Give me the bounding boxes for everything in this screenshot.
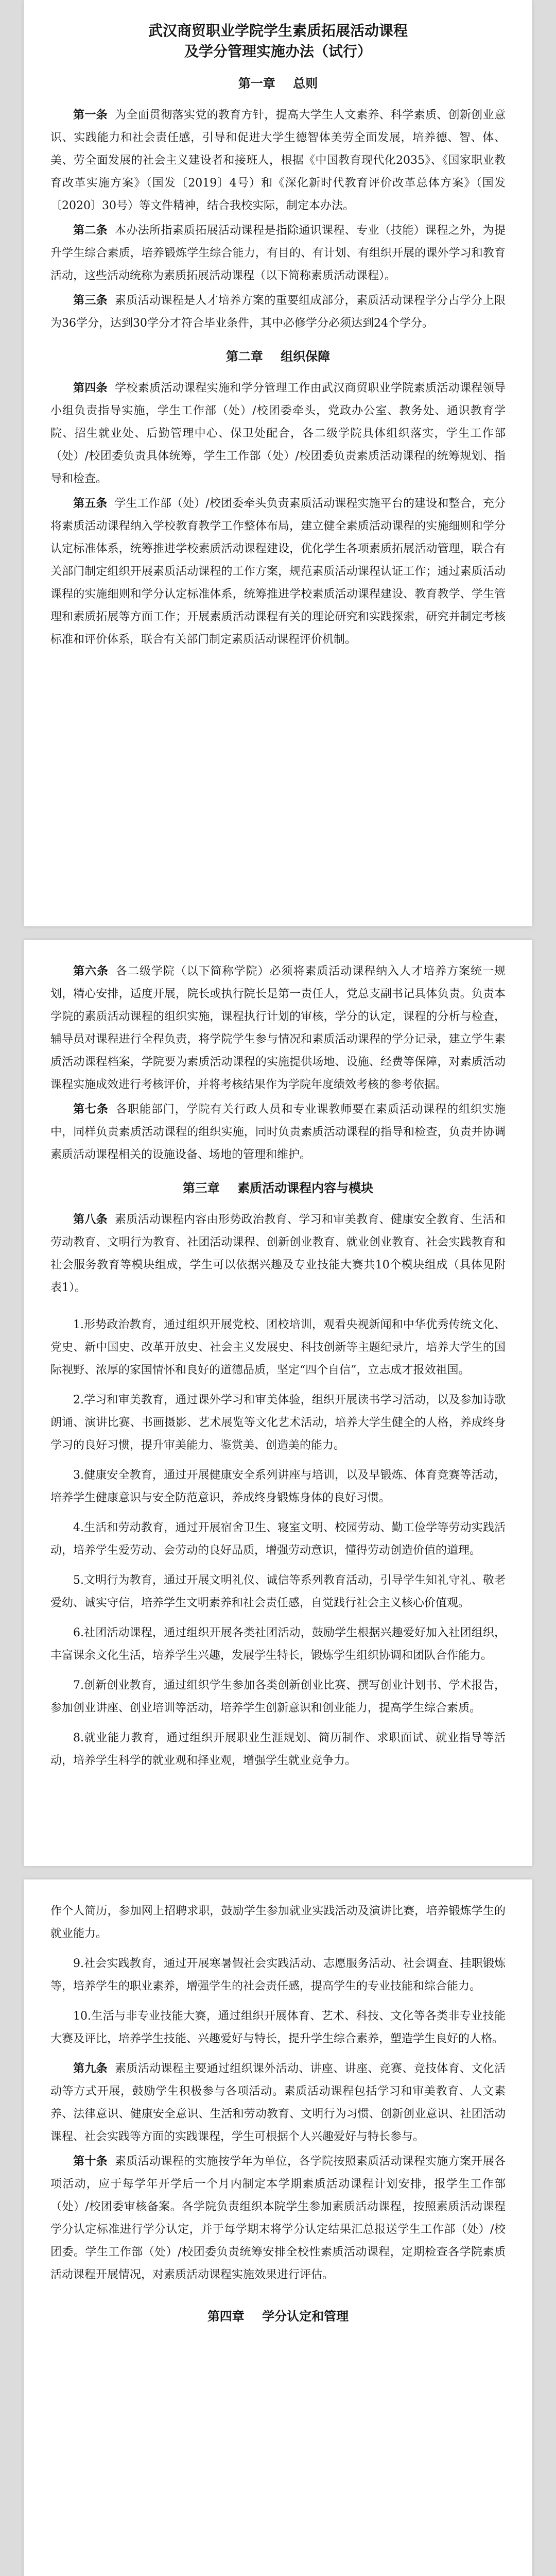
article-1-text: 为全面贯彻落实党的教育方针，提高大学生人文素养、科学素质、创新创业意识、实践能力和社会责任感，引导和促进大学生德智体美劳全面发展，培养德、智、体、美、劳全面发展的社会主义建设者和接班人，根据《中国教育现代化2035》、《国家职业教育改革实施方案》（国发〔2019〕4号）和《深化新时代教育评价改革总体方案》（国发〔2020〕30号）等文件精神，结合我校实际，制定本办法。 bbox=[50, 109, 506, 212]
module-item-7: 7.创新创业教育，通过组织学生参加各类创新创业比赛、撰写创业计划书、学术报告，参加创业讲座、创业培训等活动，培养学生创新意识和创业能力，提高学生综合素质。 bbox=[50, 1679, 506, 1715]
module-item-9: 9.社会实践教育，通过开展寒暑假社会实践活动、志愿服务活动、社会调查、挂职锻炼等，培养学生的职业素养，增强学生的社会责任感，提高学生的专业技能和综合能力。 bbox=[50, 1957, 506, 1993]
article-5-text: 学生工作部（处）/校团委牵头负责素质活动课程实施平台的建设和整合，充分将素质活动课程纳入学校教育教学工作整体布局，建立健全素质活动课程的实施细则和学分认定标准体系，统筹推进学校素质活动课程建设，优化学生各项素质拓展活动管理，联合有关部门制定组织开展素质活动课程的工作方案，规范素质活动课程认证工作；通过素质活动课程的实施细则和学分认定标准体系，统筹推进学校素质活动课程建设、教育教学、学生管理和素质拓展等方面工作；开展素质活动课程有关的理论研究和实践探索，研究并制定考核标准和评价体系，联合有关部门制定素质活动课程评价机制。 bbox=[50, 497, 506, 646]
article-6-lead: 第六条 bbox=[73, 965, 109, 978]
article-8 bbox=[50, 1209, 506, 1299]
article-2 bbox=[50, 219, 506, 287]
module-item-8: 8.就业能力教育，通过组织开展职业生涯规划、简历制作、求职面试、就业指导等活动，培养学生科学的就业观和择业观，增强学生就业竞争力。 bbox=[50, 1732, 506, 1767]
article-7 bbox=[50, 1098, 506, 1166]
module-item-6: 6.社团活动课程，通过组织开展各类社团活动，鼓励学生根据兴趣爱好加入社团组织，丰富课余文化生活，培养学生兴趣，发展学生特长，锻炼学生组织协调和团队合作能力。 bbox=[50, 1626, 506, 1662]
article-9-text: 素质活动课程主要通过组织课外活动、讲座、讲座、竞赛、竞技体育、文化活动等方式开展，鼓励学生积极参与各项活动。素质活动课程包括学习和审美教育、人文素养、法律意识、健康安全意识、生活和劳动教育、文明行为习惯、创新创业意识、社团活动课程、社会实践等方面的实践课程，学生可根据个人兴趣爱好与特长参与。 bbox=[50, 2062, 506, 2143]
module-item-1: 1.形势政治教育，通过组织开展党校、团校培训，观看央视新闻和中华优秀传统文化、党史、新中国史、改革开放史、社会主义发展史、科技创新等主题纪录片，培养大学生的国际视野、浓厚的家国情怀和良好的道德品质，坚定“四个自信”，立志成才报效祖国。 bbox=[50, 1318, 506, 1377]
article-7-lead: 第七条 bbox=[73, 1103, 109, 1116]
article-2-text: 本办法所指素质拓展活动课程是指除通识课程、专业（技能）课程之外，为提升学生综合素质，培养锻炼学生综合能力，有目的、有计划、有组织开展的课外学习和教育活动，这些活动统称为素质拓展活动课程（以下简称素质活动课程）。 bbox=[50, 224, 506, 282]
module-item-3: 3.健康安全教育，通过开展健康安全系列讲座与培训，以及早锻炼、体育竞赛等活动，培养学生健康意识与安全防范意识，养成终身锻炼身体的良好习惯。 bbox=[50, 1469, 506, 1504]
article-8-text: 素质活动课程内容由形势政治教育、学习和审美教育、健康安全教育、生活和劳动教育、文明行为教育、社团活动课程、创新创业教育、就业创业教育、社会实践教育和社会服务教育等模块组成，学生可以依据兴趣及专业技能大赛共10个模块组成（具体见附表1）。 bbox=[50, 1213, 506, 1294]
article-10-lead: 第十条 bbox=[73, 2155, 108, 2168]
article-4 bbox=[50, 377, 506, 490]
chapter-2-heading: 第二章 组织保障 bbox=[225, 349, 331, 364]
document-page-3 bbox=[24, 1879, 532, 2576]
document-page-1 bbox=[24, 0, 532, 926]
module-item-2: 2.学习和审美教育，通过课外学习和审美体验，组织开展读书学习活动，以及参加诗歌朗诵、演讲比赛、书画摄影、艺术展览等文化艺术活动，培养大学生健全的人格，养成终身学习的良好习惯，提升审美能力、鉴赏美、创造美的能力。 bbox=[50, 1394, 506, 1452]
chapter-1-heading: 第一章 总则 bbox=[238, 76, 318, 91]
article-10-text: 素质活动课程的实施按学年为单位，各学院按照素质活动课程实施方案开展各项活动，应于每学年开学后一个月内制定本学期素质活动课程计划安排，报学生工作部（处）/校团委审核备案。各学院负责组织本院学生参加素质活动课程，按照素质活动课程学分认定标准进行学分认定，并于每学期末将学分认定结果汇总报送学生工作部（处）/校团委。学生工作部（处）/校团委负责统筹安排全校性素质活动课程，定期检查各学院素质活动课程开展情况，对素质活动课程实施效果进行评估。 bbox=[50, 2155, 506, 2281]
article-8-lead: 第八条 bbox=[73, 1213, 108, 1226]
article-6-text: 各二级学院（以下简称学院）必须将素质活动课程纳入人才培养方案统一规划，精心安排，适度开展，院长或执行院长是第一责任人，党总支副书记具体负责。负责本学院的素质活动课程的组织实施，课程执行计划的审核，学分的认定，课程的分析与检查，辅导员对课程进行全程负责，将学院学生参与情况和素质活动课程的学分记录，建立学生素质活动课程档案，学院要为素质活动课程的实施提供场地、设施、经费等保障，对素质活动课程实施成效进行考核评价，并将考核结果作为学院年度绩效考核的参考依据。 bbox=[50, 965, 506, 1091]
article-9-lead: 第九条 bbox=[73, 2062, 108, 2075]
article-5 bbox=[50, 493, 506, 651]
document-page-2 bbox=[24, 940, 532, 1866]
article-3-lead: 第三条 bbox=[73, 294, 108, 307]
article-2-lead: 第二条 bbox=[73, 224, 108, 237]
document-title-line-2: 及学分管理实施办法（试行） bbox=[184, 43, 372, 60]
module-item-8-continued: 作个人简历，参加网上招聘求职，鼓励学生参加就业实践活动及演讲比赛，培养锻炼学生的就业能力。 bbox=[50, 1905, 506, 1940]
article-1-lead: 第一条 bbox=[73, 109, 108, 122]
module-item-5: 5.文明行为教育，通过开展文明礼仪、诚信等系列教育活动，引导学生知礼守礼、敬老爱幼、诚实守信，培养学生文明素养和社会责任感，自觉践行社会主义核心价值观。 bbox=[50, 1574, 506, 1609]
article-4-text: 学校素质活动课程实施和学分管理工作由武汉商贸职业学院素质活动课程领导小组负责指导实施，学生工作部（处）/校团委牵头，党政办公室、教务处、通识教育学院、招生就业处、后勤管理中心、保卫处配合，各二级学院具体组织落实，学生工作部（处）/校团委负责具体统筹，学生工作部（处）/校团委负责素质活动课程的统筹规划、指导和检查。 bbox=[50, 382, 506, 485]
article-3 bbox=[50, 290, 506, 335]
document-title-line-1: 武汉商贸职业学院学生素质拓展活动课程 bbox=[148, 22, 408, 39]
article-7-text: 各职能部门，学院有关行政人员和专业课教师要在素质活动课程的组织实施中，同样负责素质活动课程的组织实施，同时负责素质活动课程的指导和检查，负责并协调素质活动课程相关的设施设备、场地的管理和维护。 bbox=[50, 1103, 506, 1161]
article-3-text: 素质活动课程是人才培养方案的重要组成部分，素质活动课程学分占学分上限为36学分，达到30学分才符合毕业条件，其中必修学分必须达到24个学分。 bbox=[50, 294, 506, 330]
document-title bbox=[50, 21, 506, 62]
article-4-lead: 第四条 bbox=[73, 382, 108, 395]
article-9 bbox=[50, 2058, 506, 2148]
module-list-part-1 bbox=[50, 1314, 506, 1772]
article-10 bbox=[50, 2150, 506, 2286]
article-1 bbox=[50, 104, 506, 217]
article-5-lead: 第五条 bbox=[73, 497, 108, 510]
module-item-4: 4.生活和劳动教育，通过开展宿舍卫生、寝室文明、校园劳动、勤工俭学等劳动实践活动，培养学生爱劳动、会劳动的良好品质，增强劳动意识，懂得劳动创造价值的道理。 bbox=[50, 1521, 506, 1557]
chapter-3-heading: 第三章 素质活动课程内容与模块 bbox=[182, 1181, 374, 1195]
module-item-10: 10.生活与非专业技能大赛，通过组织开展体育、艺术、科技、文化等各类非专业技能大赛及评比，培养学生技能、兴趣爱好与特长，提升学生综合素养，塑造学生良好的人格。 bbox=[50, 2010, 506, 2045]
chapter-4-heading: 第四章 学分认定和管理 bbox=[207, 2309, 349, 2324]
article-6 bbox=[50, 960, 506, 1096]
